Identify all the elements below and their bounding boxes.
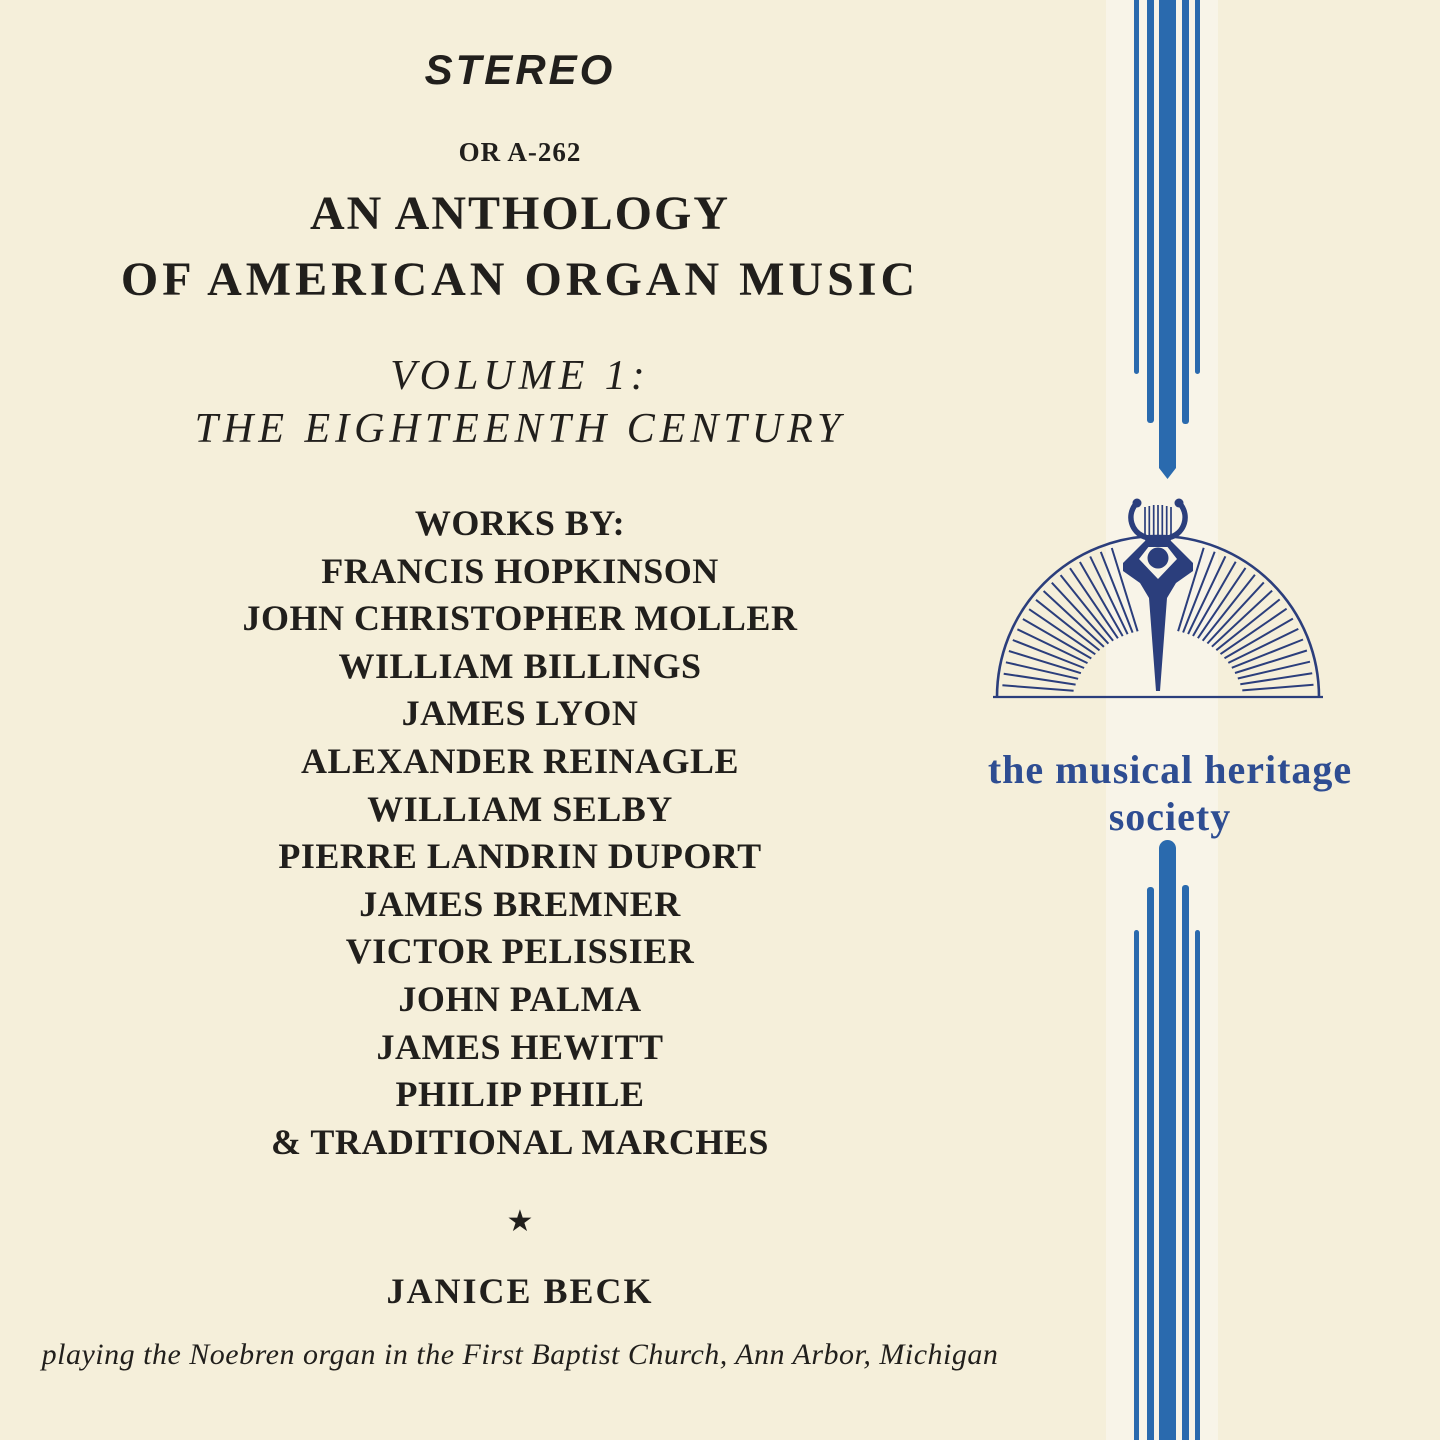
works-by-heading: WORKS BY: [414,503,626,543]
stripe-top-inner-right [1182,0,1189,424]
stripe-top-outer-right [1195,0,1200,374]
works-list [0,500,1040,1166]
composer-name: PHILIP PHILE [395,1074,645,1115]
stripe-bottom-outer-left [1134,930,1139,1440]
album-title-line1: AN ANTHOLOGY [309,187,731,240]
composer-name: PIERRE LANDRIN DUPORT [278,836,762,877]
stripe-bottom-outer-right [1195,930,1200,1440]
composer-name: JAMES LYON [401,693,639,734]
volume-number: VOLUME 1: [390,353,650,399]
composer-name: JOHN CHRISTOPHER MOLLER [242,598,798,639]
stripe-bottom-inner-right [1182,885,1189,1440]
label-name: the musical heritage society [987,747,1353,839]
composer-name: & TRADITIONAL MARCHES [271,1121,769,1162]
volume-subtitle: THE EIGHTEENTH CENTURY [194,406,846,452]
composer-name: JAMES HEWITT [376,1026,664,1067]
stripe-bottom-inner-left [1147,887,1154,1440]
composer-name: WILLIAM BILLINGS [338,645,702,686]
album-title-line2: OF AMERICAN ORGAN MUSIC [120,253,920,306]
performer-name: JANICE BECK [386,1271,654,1311]
performance-credit: playing the Noebren organ in the First Baptist Church, Ann Arbor, Michigan [41,1338,999,1371]
lyre-arms-strings [1131,505,1185,537]
stripe-top-center [1159,0,1176,479]
catalog-number: OR A-262 [458,137,582,167]
composer-name: JAMES BREMNER [359,883,681,924]
star-separator-icon: ★ [506,1205,534,1238]
composer-name: ALEXANDER REINAGLE [300,740,740,781]
composer-name: VICTOR PELISSIER [345,931,695,972]
composer-name: JOHN PALMA [398,978,642,1019]
stripe-top-outer-left [1134,0,1139,374]
composer-name: WILLIAM SELBY [367,788,673,829]
stripe-top-inner-left [1147,0,1154,423]
stripe-bottom-center [1159,840,1176,1440]
stereo-label: STEREO [424,46,616,93]
composer-name: FRANCIS HOPKINSON [321,550,719,591]
